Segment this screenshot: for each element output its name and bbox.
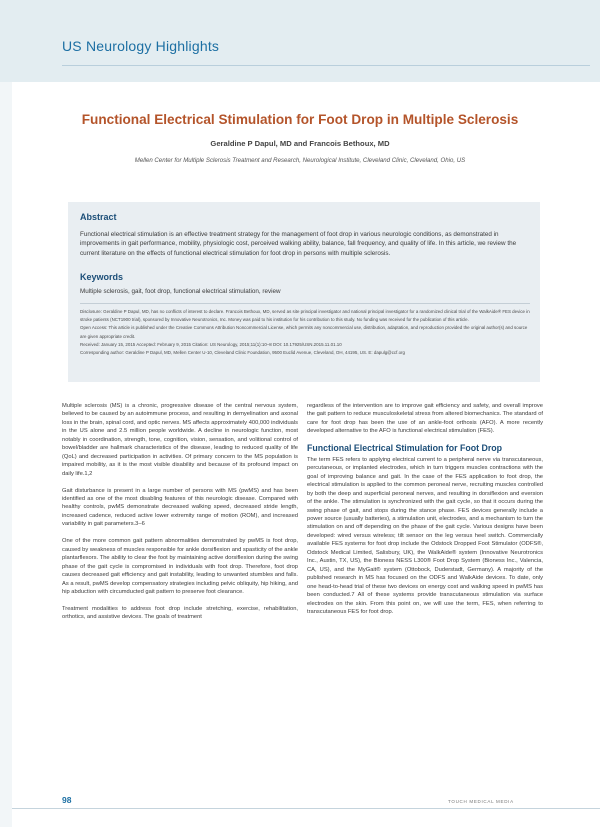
journal-title: US Neurology Highlights	[62, 38, 220, 54]
abstract-box	[68, 202, 540, 382]
abstract-heading: Abstract	[80, 212, 117, 222]
page-number: 98	[62, 795, 72, 805]
article-affiliation: Mellen Center for Multiple Sclerosis Treatment and Research, Neurological Institute, Cleveland Clinic, Cleveland, Ohio, US	[134, 157, 466, 164]
abstract-divider	[80, 303, 530, 304]
open-access-text: Open Access: This article is published under the Creative Commons Attribution Noncommercial License, which permits any noncommercial use, distribution, adaptation, and reproduction provided the original author(s) and source are given appropriate credit.	[80, 325, 528, 339]
body-paragraph: One of the more common gait pattern abnormalities demonstrated by pwMS is foot drop, caused by weakness of muscles responsible for ankle dorsiflexion and spasticity of the ankle plantarflexors. The ability to clear the foot by maintaining active dorsiflexion during the swing phase of the gait cycle is compromised in individuals with foot drop. Therefore, foot drop causes decreased gait efficiency and gait instability, leading to unwanted stumbles and falls. As a result, pwMS develop compensatory strategies including pelvic obliquity, hip hiking, and hip abduction with circumducted gait pattern to preserve foot clearance.	[62, 538, 298, 596]
body-column-right	[307, 402, 543, 625]
journal-header-band	[0, 0, 600, 82]
header-divider	[62, 65, 590, 66]
body-paragraph: Gait disturbance is present in a large number of persons with MS (pwMS) and has been identified as one of the most disabling features of this neurologic disease. Compared with healthy controls, pwMS demonstrate decreased walking speed, decreased stride length, increased cadence, reduced active lower extremity range of motion (ROM), and increased variability in gait parameters.3–6	[62, 487, 298, 528]
article-authors: Geraldine P Dapul, MD and Francois Bethoux, MD	[210, 139, 390, 148]
body-paragraph: Treatment modalities to address foot drop include stretching, exercise, rehabilitation, orthotics, and assistive devices. The goals of treatment	[62, 606, 298, 621]
publisher-brand: TOUCH MEDICAL MEDIA	[448, 799, 514, 804]
correspondence-text: Corresponding author: Geraldine P Dapul, MD, Mellen Center U-10, Cleveland Clinic Foundation, 9500 Euclid Avenue, Cleveland, OH, 44195, US. E: dapulg@ccf.org	[80, 350, 406, 356]
body-column-left	[62, 402, 298, 630]
article-metadata	[80, 308, 532, 357]
received-citation-text: Received: January 15, 2015 Accepted: February 9, 2015 Citation: US Neurology, 2015;11(1):10–8 DOI: 10.17925/USN.2015.11.01.10	[80, 341, 342, 347]
body-paragraph: Multiple sclerosis (MS) is a chronic, progressive disease of the central nervous system, believed to be caused by an autoimmune process, and resulting in demyelination and axonal loss in the brain, spinal cord, and optic nerves. MS affects approximately 400,000 individuals in the US alone and 2.5 million people worldwide. A decline in neurologic function, most notably in coordination, strength, tone, cognition, vision, sensation, and volitional control of bowel/bladder are hallmark characteristics of the disease, leading to reduced quality of life (QoL) and decreased participation in activities. Of primary concern to the MS population is impaired mobility, as it is the most visible disability and because of its profound impact on daily life.1,2	[62, 403, 298, 477]
abstract-text: Functional electrical stimulation is an effective treatment strategy for the management of foot drop in various neurologic conditions, as demonstrated in improvements in gait performance, mobility, physiologic cost, perceived walking ability, balance, fall frequency, and quality of life. In this article, we review the current literature on the effects of functional electrical stimulation for foot drop in persons with multiple sclerosis.	[80, 231, 517, 257]
body-paragraph: regardless of the intervention are to improve gait efficiency and safety, and overall improve the gait pattern to reduce musculoskeletal stress from altered biomechanics. The standard of care for foot drop has been the use of an ankle-foot orthosis (AFO). A more recently developed alternative to the AFO is functional electrical stimulation (FES).	[307, 403, 543, 435]
footer-divider	[12, 808, 600, 809]
keywords-text: Multiple sclerosis, gait, foot drop, functional electrical stimulation, review	[80, 288, 281, 295]
section-heading: Functional Electrical Stimulation for Foot Drop	[307, 442, 503, 453]
disclosure-text: Disclosure: Geraldine P Dapul, MD, has no conflicts of interest to declare. Francois Bethoux, MD, served as site principal investigator and national principal investigator for a randomized clinical trial of the WalkAide® FES device in stroke patients (NCT1900 trial), sponsored by Innovative Neurotronics, Inc. Money was paid to his institution for his contribution to this study. No funding was received for the publication of this article.	[80, 309, 530, 323]
keywords-heading: Keywords	[80, 272, 124, 282]
side-margin-band	[0, 82, 12, 827]
article-title: Functional Electrical Stimulation for Foot Drop in Multiple Sclerosis	[81, 112, 519, 127]
body-paragraph: The term FES refers to applying electrical current to a peripheral nerve via transcutaneous, percutaneous, or implanted electrodes, which in turn triggers muscles contractions with the goal of improving balance and gait. In the case of the FES application to foot drop, the electrical stimulation is applied to the common peroneal nerve, recruiting muscles controlled by both the deep and superficial peroneal nerves, and resulting in dorsiflexion and eversion of the ankle. The stimulation is synchronized with the gait cycle, so that it occurs during the swing phase of gait, and stops during the stance phase. FES devices generally include a power source (usually batteries), a stimulation unit, electrodes, and a mechanism to turn the stimulation on and off depending on the phase of the gait cycle. Various designs have been developed: wired versus wireless; tilt sensor on the leg versus heel switch. Commercially available FES systems for foot drop include the Odstock Dropped Foot Stimulator (ODFS®, Odstock Medical Limited, Salisbury, UK), the WalkAide® system (Innovative Neurotronics Inc., Austin, TX, US), the Bioness NESS L300® Foot Drop System (Bioness Inc., Valencia, CA, US), and the MyGait® system (Ottobock, Duderstadt, Germany). A majority of the published research in MS has focused on the ODFS and WalkAide devices. To date, only one head-to-head trial of these two devices on energy cost and walking speed in pwMS has been conducted.7 All of these systems provide transcutaneous stimulation via surface electrodes on the skin. From this point on, we will use the term, FES, when referring to transcutaneous FES for foot drop.	[307, 456, 543, 615]
